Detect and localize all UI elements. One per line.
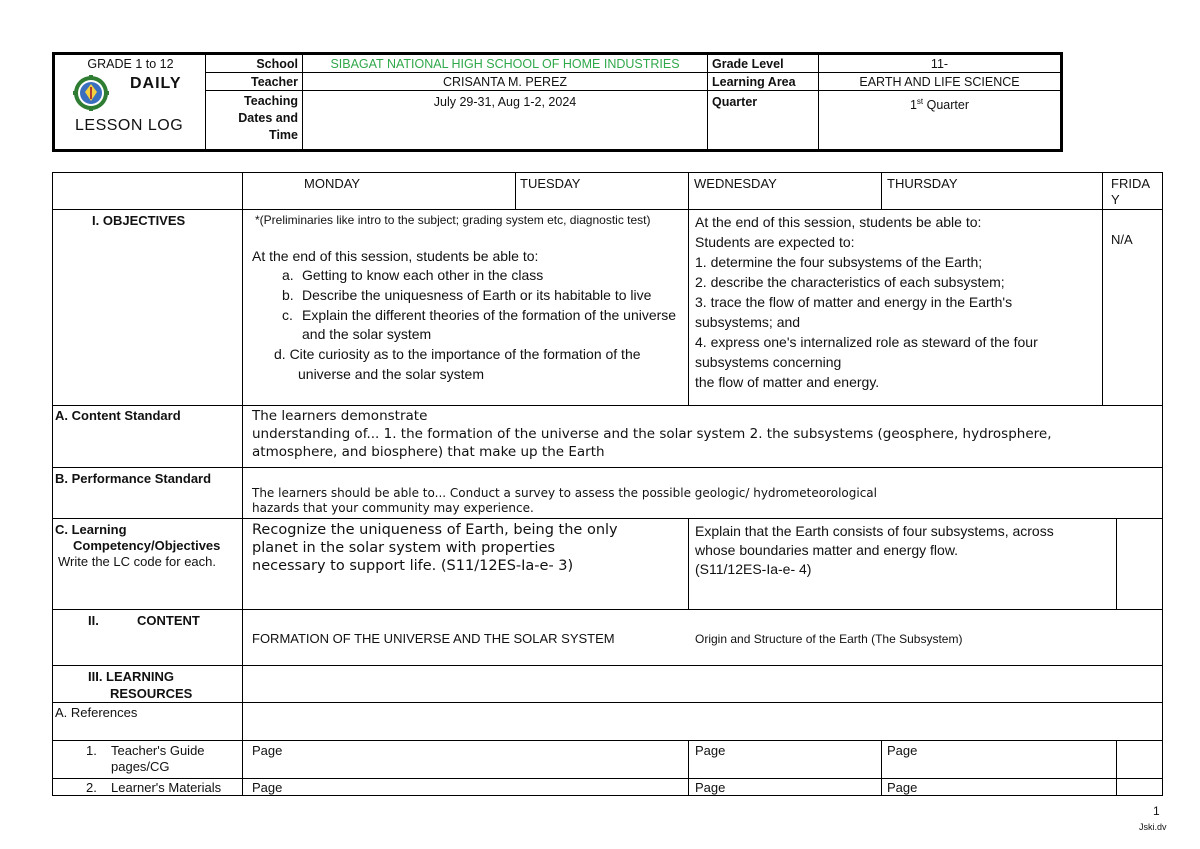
competency-wednesday: Explain that the Earth consists of four subsystems, across whose boundaries matter and energy flow. (S11/12ES-Ia-e- 4) bbox=[695, 523, 1054, 577]
day-thursday: THURSDAY bbox=[887, 176, 958, 191]
lesson-log-title: LESSON LOG bbox=[75, 117, 184, 134]
learning-area-value: EARTH AND LIFE SCIENCE bbox=[819, 73, 1060, 91]
objective-a: Getting to know each other in the class bbox=[302, 267, 544, 283]
day-friday: FRIDA Y bbox=[1111, 176, 1150, 207]
quarter-label: Quarter bbox=[708, 91, 819, 149]
teacher-value: CRISANTA M. PEREZ bbox=[303, 73, 708, 91]
header-table bbox=[52, 52, 1063, 152]
learners-materials-page-thursday: Page bbox=[887, 780, 918, 795]
learners-materials-label: Learner's Materials bbox=[111, 780, 222, 795]
objective-d-line1: d. Cite curiosity as to the importance of the formation of the bbox=[274, 346, 641, 362]
quarter-value: 1st Quarter bbox=[909, 97, 970, 113]
school-value: SIBAGAT NATIONAL HIGH SCHOOL OF HOME INDUSTRIES bbox=[303, 55, 708, 73]
objectives-monday-note: *(Preliminaries like intro to the subject; grading system etc, diagnostic test) bbox=[255, 213, 651, 227]
teachers-guide-number: 1. bbox=[86, 743, 97, 758]
learners-materials-page-monday: Page bbox=[252, 780, 283, 795]
logo-cell bbox=[55, 55, 206, 149]
objective-a-letter: a. bbox=[282, 267, 294, 283]
objective-d-line2: universe and the solar system bbox=[298, 366, 484, 382]
dates-value: July 29-31, Aug 1-2, 2024 bbox=[303, 91, 708, 149]
objectives-wednesday: At the end of this session, students be able to: Students are expected to: 1. determine the four subsystems of the Earth; 2. describe the characteristics of each subsystem; 3. trace the flow of matter and energy in the Earth's subsystems; and 4. express one's internalized role as steward of the four subsystems concerning the flow of matter and energy. bbox=[695, 214, 1038, 390]
day-wednesday: WEDNESDAY bbox=[694, 176, 777, 191]
grade-level-value: 11- bbox=[819, 55, 1060, 73]
content-label-number: II. bbox=[88, 613, 99, 628]
content-monday: FORMATION OF THE UNIVERSE AND THE SOLAR SYSTEM bbox=[252, 631, 615, 646]
school-label: School bbox=[206, 55, 303, 73]
objectives-label: I. OBJECTIVES bbox=[92, 213, 186, 228]
objectives-friday: N/A bbox=[1111, 232, 1133, 247]
objectives-monday-intro: At the end of this session, students be able to: bbox=[252, 248, 539, 264]
content-wednesday: Origin and Structure of the Earth (The Subsystem) bbox=[695, 632, 963, 646]
learners-materials-number: 2. bbox=[86, 780, 97, 795]
content-standard-text: The learners demonstrate understanding of... 1. the formation of the universe and the solar system 2. the subsystems (geosphere, hydrosphere, atmosphere, and biosphere) that make up the Earth bbox=[252, 408, 1052, 460]
grade-range: GRADE 1 to 12 bbox=[87, 57, 174, 71]
day-tuesday: TUESDAY bbox=[520, 176, 581, 191]
learning-area-label: Learning Area bbox=[708, 73, 819, 91]
objective-b: Describe the uniquesness of Earth or its habitable to live bbox=[302, 287, 652, 303]
day-monday: MONDAY bbox=[304, 176, 361, 191]
performance-standard-label: B. Performance Standard bbox=[55, 471, 212, 486]
performance-standard-text: The learners should be able to... Conduct a survey to assess the possible geologic/ hydrometeorological hazards that your community may experience. bbox=[252, 486, 877, 515]
teacher-label: Teacher bbox=[206, 73, 303, 91]
content-label: CONTENT bbox=[137, 613, 200, 628]
daily-title: DAILY bbox=[130, 75, 182, 92]
references-label: A. References bbox=[55, 705, 138, 720]
content-standard-label: A. Content Standard bbox=[55, 408, 181, 423]
objective-c-line1: Explain the different theories of the formation of the universe bbox=[302, 307, 677, 323]
learning-resources-label: III. LEARNING RESOURCES bbox=[88, 669, 193, 701]
competency-monday: Recognize the uniqueness of Earth, being the only planet in the solar system with properties necessary to support life. (S11/12ES-Ia-e- 3) bbox=[252, 522, 618, 574]
objective-b-letter: b. bbox=[282, 287, 294, 303]
objective-c-letter: c. bbox=[282, 307, 293, 323]
teachers-guide-page-thursday: Page bbox=[887, 743, 918, 758]
teachers-guide-page-monday: Page bbox=[252, 743, 283, 758]
dates-label: Teaching Dates and Time bbox=[206, 91, 303, 149]
learners-materials-page-wednesday: Page bbox=[695, 780, 726, 795]
deped-seal-icon bbox=[73, 75, 109, 111]
competency-label: C. Learning Competency/Objectives Write the LC code for each. bbox=[55, 522, 221, 569]
grade-level-label: Grade Level bbox=[708, 55, 819, 73]
watermark: Jski.dv bbox=[1139, 822, 1167, 832]
page-number: 1 bbox=[1153, 804, 1160, 818]
objective-c-line2: and the solar system bbox=[302, 326, 432, 342]
teachers-guide-page-wednesday: Page bbox=[695, 743, 726, 758]
teachers-guide-label: Teacher's Guide pages/CG bbox=[111, 743, 205, 774]
